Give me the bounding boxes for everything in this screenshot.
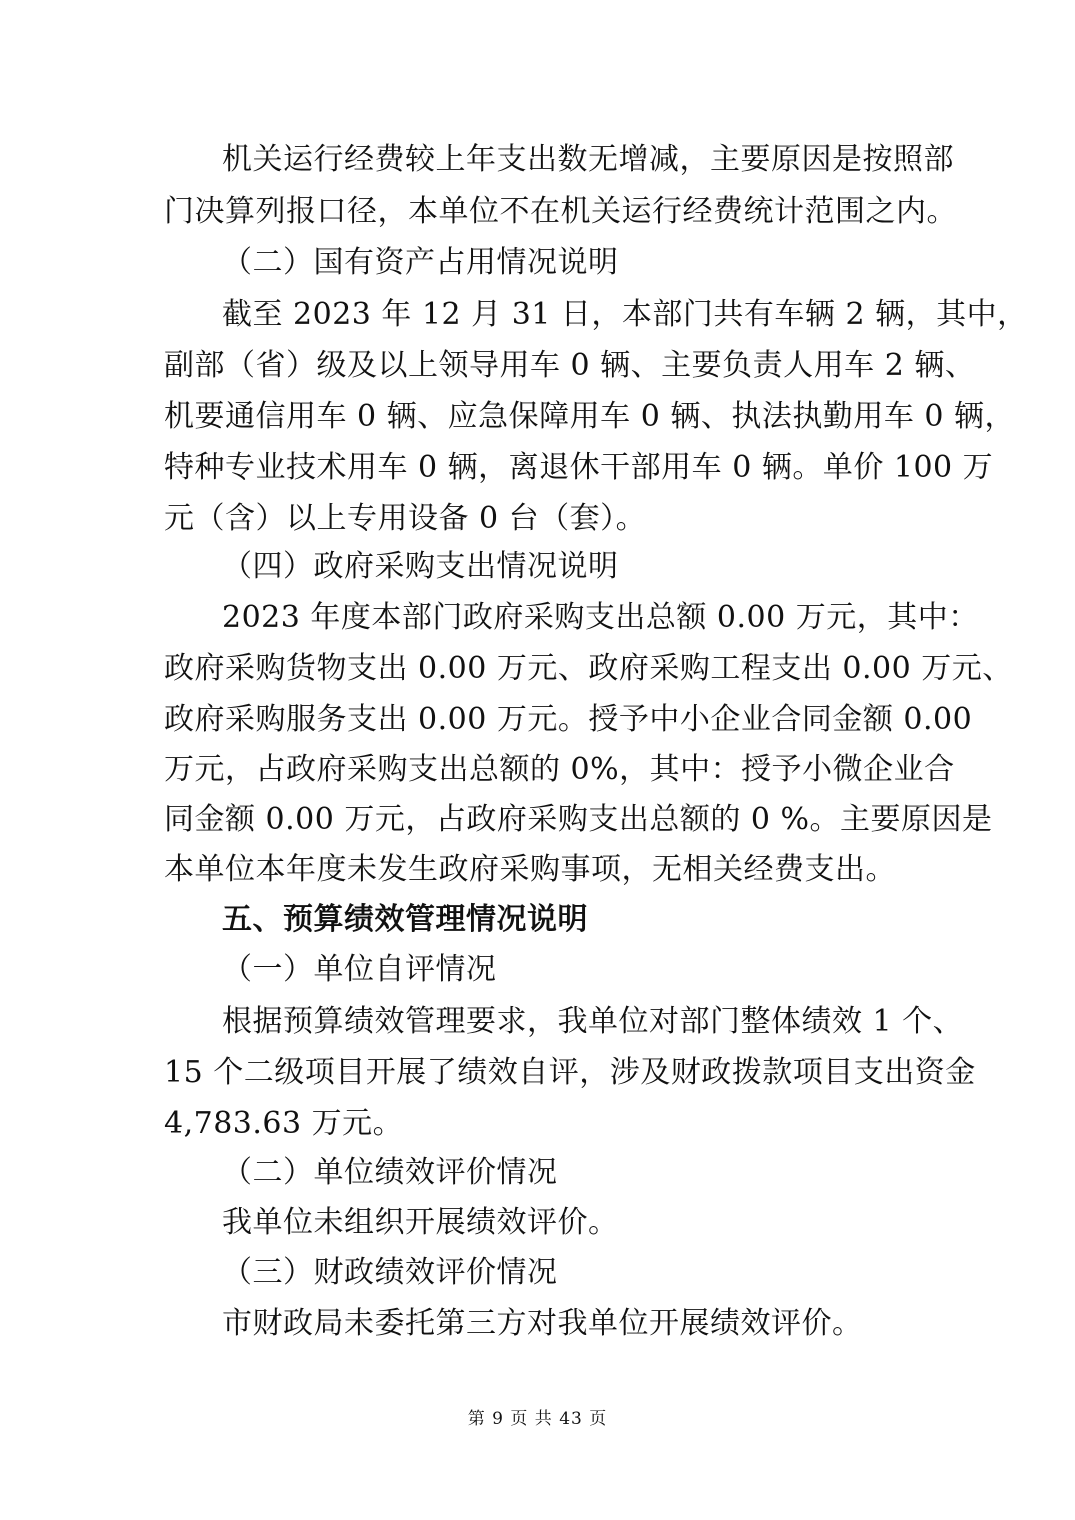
paragraph-line: 截至 2023 年 12 月 31 日，本部门共有车辆 2 辆，其中，: [222, 297, 1028, 332]
paragraph-line: 门决算列报口径，本单位不在机关运行经费统计范围之内。: [164, 194, 957, 229]
paragraph-line: 机关运行经费较上年支出数无增减，主要原因是按照部: [222, 142, 954, 177]
paragraph-line: 元（含）以上专用设备 0 台（套）。: [164, 501, 647, 536]
paragraph-line: 副部（省）级及以上领导用车 0 辆、主要负责人用车 2 辆、: [164, 348, 976, 383]
paragraph-line: 市财政局未委托第三方对我单位开展绩效评价。: [222, 1306, 863, 1341]
paragraph-line: 政府采购货物支出 0.00 万元、政府采购工程支出 0.00 万元、: [164, 651, 1013, 686]
section-subheading: （二）单位绩效评价情况: [222, 1155, 558, 1190]
section-subheading: （三）财政绩效评价情况: [222, 1255, 558, 1290]
section-subheading: （四）政府采购支出情况说明: [222, 549, 619, 584]
section-heading: 五、预算绩效管理情况说明: [222, 902, 588, 937]
paragraph-line: 机要通信用车 0 辆、应急保障用车 0 辆、执法执勤用车 0 辆，: [164, 399, 1015, 434]
section-subheading: （一）单位自评情况: [222, 952, 497, 987]
paragraph-line: 4,783.63 万元。: [164, 1106, 404, 1141]
paragraph-line: 本单位本年度未发生政府采购事项，无相关经费支出。: [164, 852, 896, 887]
paragraph-line: 15 个二级项目开展了绩效自评，涉及财政拨款项目支出资金: [164, 1055, 976, 1090]
paragraph-line: 同金额 0.00 万元，占政府采购支出总额的 0 %。主要原因是: [164, 802, 993, 837]
paragraph-line: 根据预算绩效管理要求，我单位对部门整体绩效 1 个、: [222, 1004, 964, 1039]
page-number-footer: 第 9 页 共 43 页: [467, 1409, 608, 1429]
paragraph-line: 政府采购服务支出 0.00 万元。授予中小企业合同金额 0.00: [164, 702, 973, 737]
paragraph-line: 我单位未组织开展绩效评价。: [222, 1205, 619, 1240]
paragraph-line: 万元，占政府采购支出总额的 0%，其中：授予小微企业合: [164, 752, 955, 787]
paragraph-line: 2023 年度本部门政府采购支出总额 0.00 万元，其中：: [222, 600, 979, 635]
section-subheading: （二）国有资产占用情况说明: [222, 245, 619, 280]
paragraph-line: 特种专业技术用车 0 辆，离退休干部用车 0 辆。单价 100 万: [164, 450, 994, 485]
